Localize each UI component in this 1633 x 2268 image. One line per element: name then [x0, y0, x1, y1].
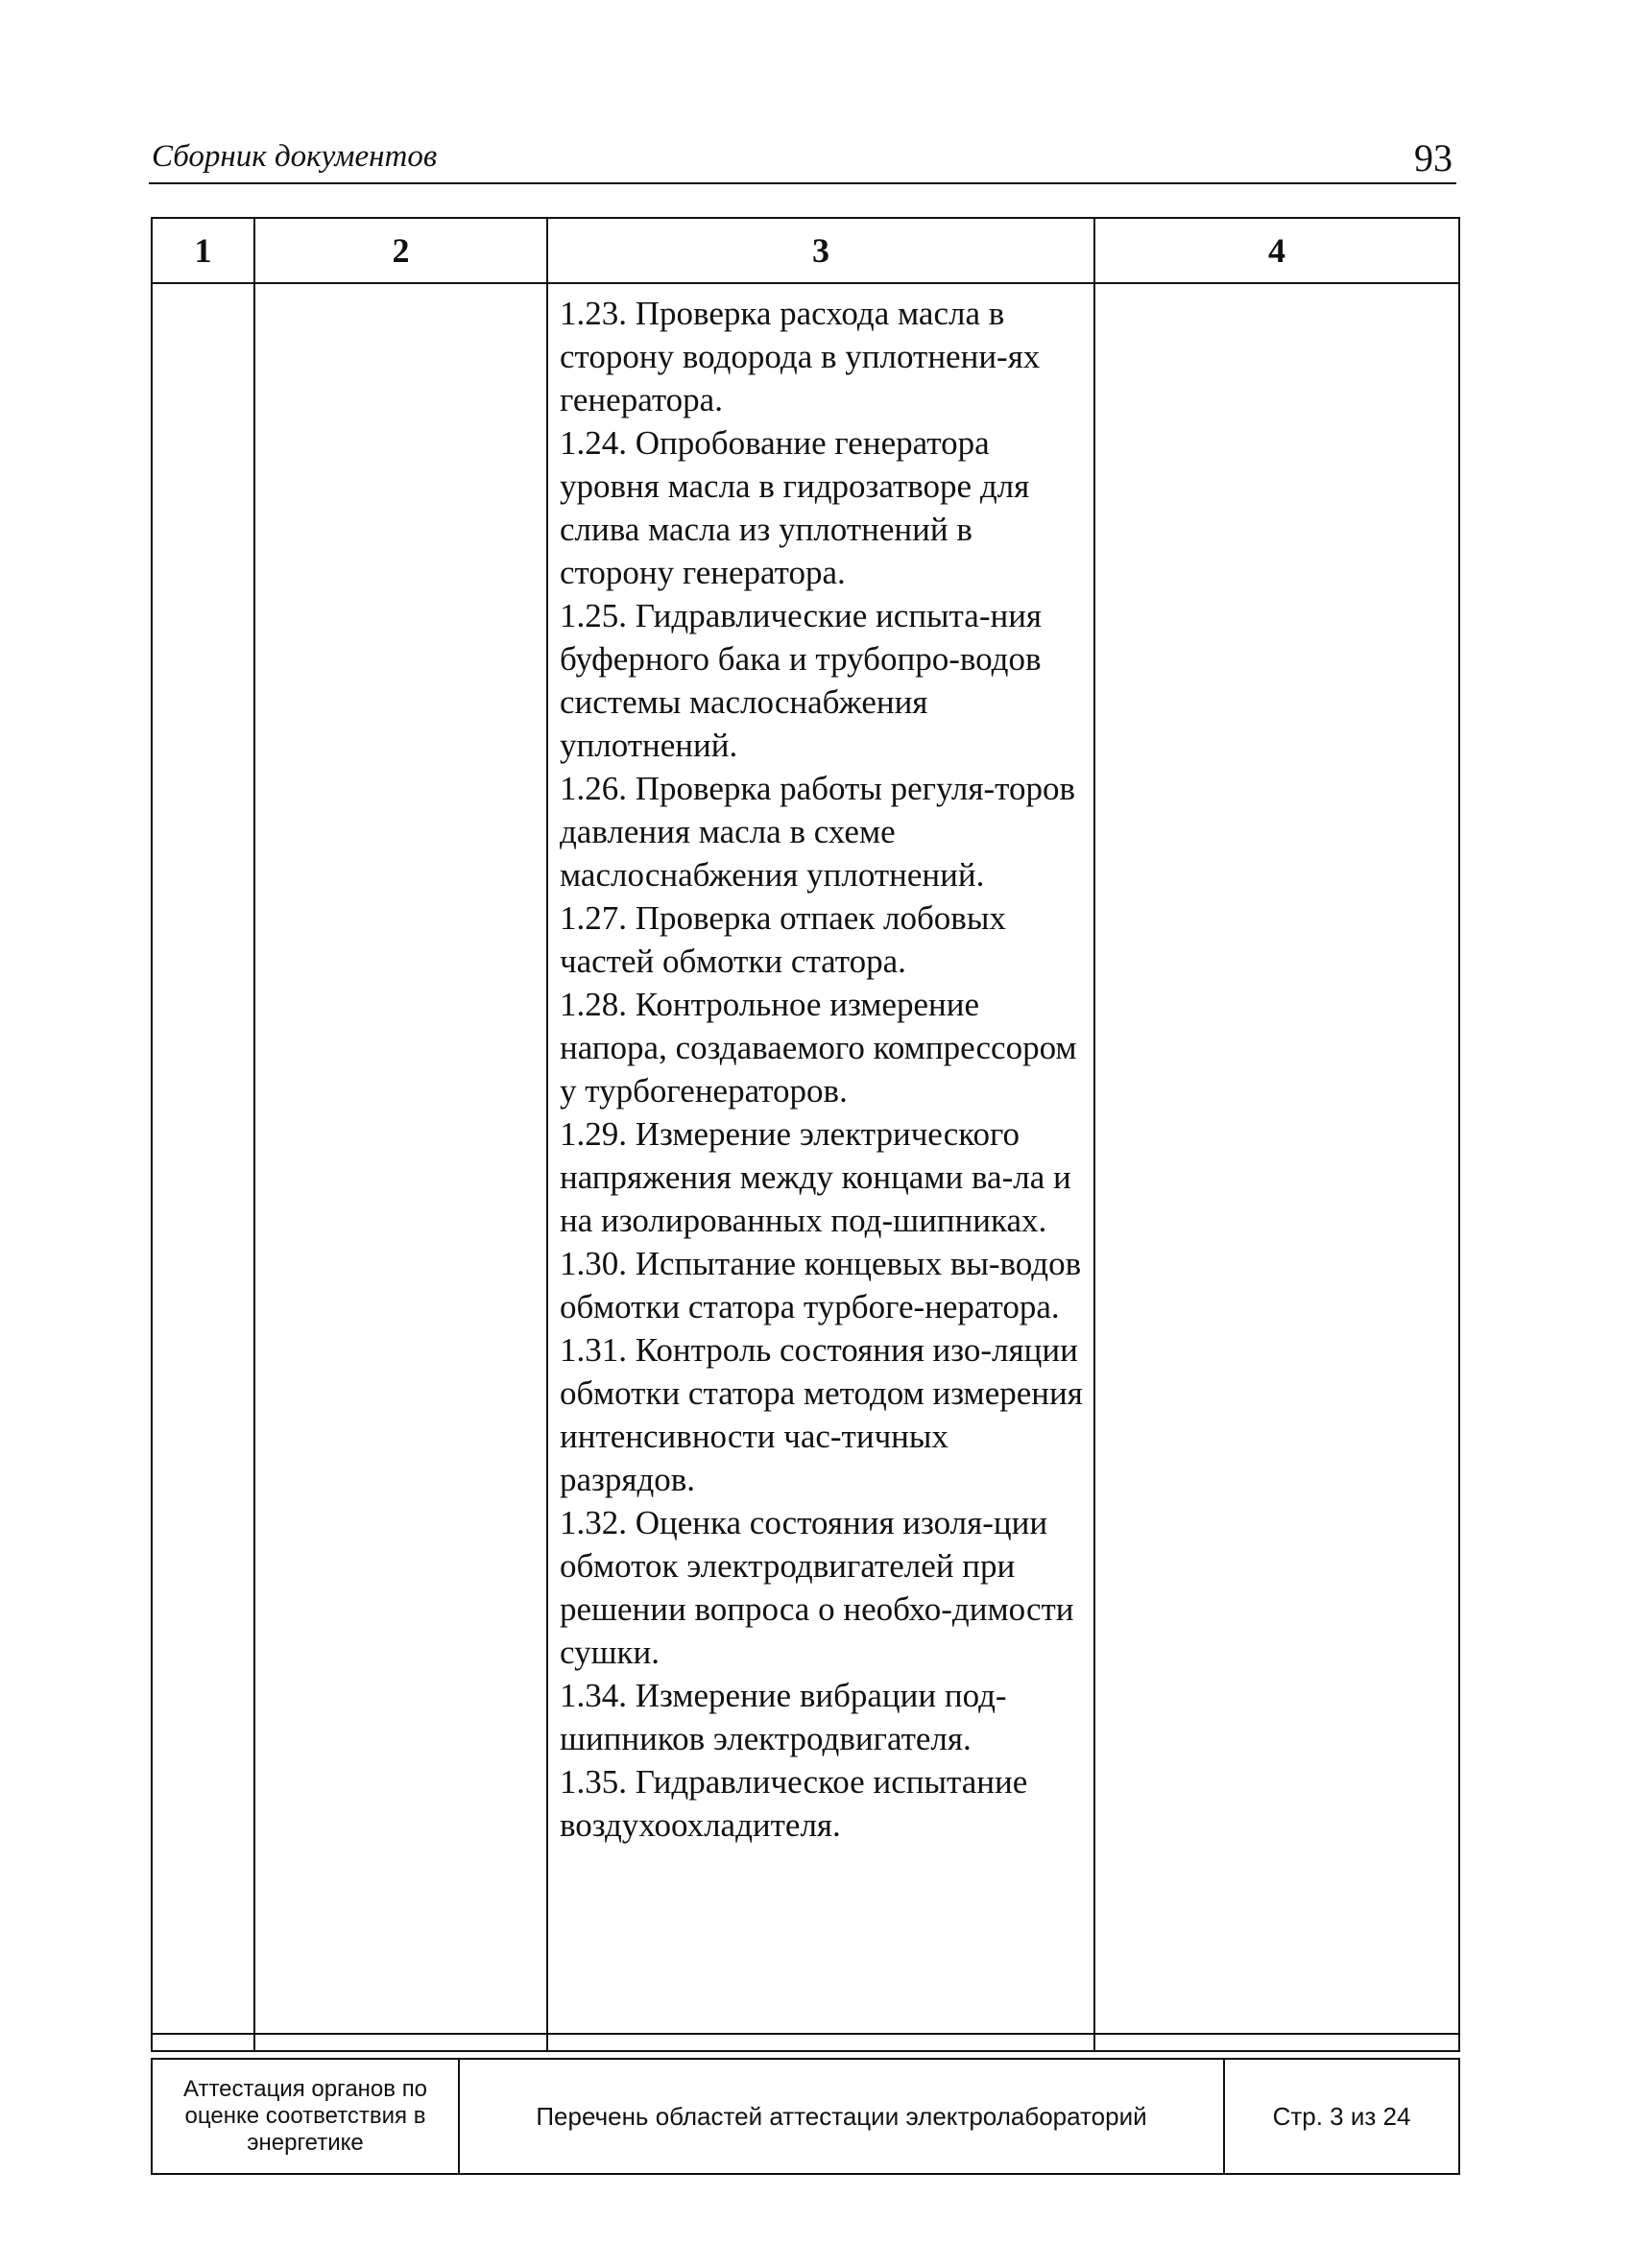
list-item: 1.31. Контроль состояния изо-ляции обмотки статора методом измерения интенсивности час-тичных разрядов. [560, 1331, 1083, 1498]
list-item: 1.32. Оценка состояния изоля-ции обмоток электродвигателей при решении вопроса о необхо-димости сушки. [560, 1504, 1074, 1671]
main-table [151, 217, 1460, 2052]
footer-table [151, 2058, 1460, 2175]
list-item: 1.23. Проверка расхода масла в сторону водорода в уплотнени-ях генератора. [560, 295, 1041, 418]
list-item: 1.30. Испытание концевых вы-водов обмотки статора турбоге-нератора. [560, 1245, 1082, 1325]
list-item: 1.25. Гидравлические испыта-ния буферного бака и трубопро-водов системы маслоснабжения уплотнений. [560, 597, 1043, 764]
column-header-4: 4 [1094, 218, 1459, 283]
page-number: 93 [1414, 136, 1453, 179]
column-header-1: 1 [152, 218, 254, 283]
column-header-3: 3 [547, 218, 1094, 283]
list-item: 1.34. Измерение вибрации под-шипников электродвигателя. [560, 1677, 1007, 1757]
cell-col-3 [547, 283, 1094, 2051]
footer-page-count: Стр. 3 из 24 [1224, 2059, 1459, 2174]
footer-organization: Аттестация органов по оценке соответствия в энергетике [152, 2059, 459, 2174]
work-items-list [548, 284, 1093, 1847]
cell-col-2 [254, 283, 547, 2051]
list-item: 1.27. Проверка отпаек лобовых частей обмотки статора. [560, 899, 1006, 980]
running-header [149, 134, 1456, 184]
list-item: 1.26. Проверка работы регуля-торов давления масла в схеме маслоснабжения уплотнений. [560, 770, 1076, 894]
list-item: 1.35. Гидравлическое испытание воздухоохладителя. [560, 1763, 1028, 1844]
list-item: 1.24. Опробование генератора уровня масла в гидрозатворе для слива масла из уплотнений в сторону генератора. [560, 424, 1030, 591]
footer-divider [151, 2033, 1458, 2035]
table-header-row [152, 218, 1459, 283]
list-item: 1.29. Измерение электрического напряжения между концами ва-ла и на изолированных под-шипниках. [560, 1115, 1071, 1239]
running-title: Сборник документов [152, 139, 438, 174]
list-item: 1.28. Контрольное измерение напора, создаваемого компрессором у турбогенераторов. [560, 986, 1077, 1110]
cell-col-1 [152, 283, 254, 2051]
table-row [152, 283, 1459, 2051]
cell-col-4 [1094, 283, 1459, 2051]
column-header-2: 2 [254, 218, 547, 283]
footer-document-title: Перечень областей аттестации электролабораторий [459, 2059, 1224, 2174]
